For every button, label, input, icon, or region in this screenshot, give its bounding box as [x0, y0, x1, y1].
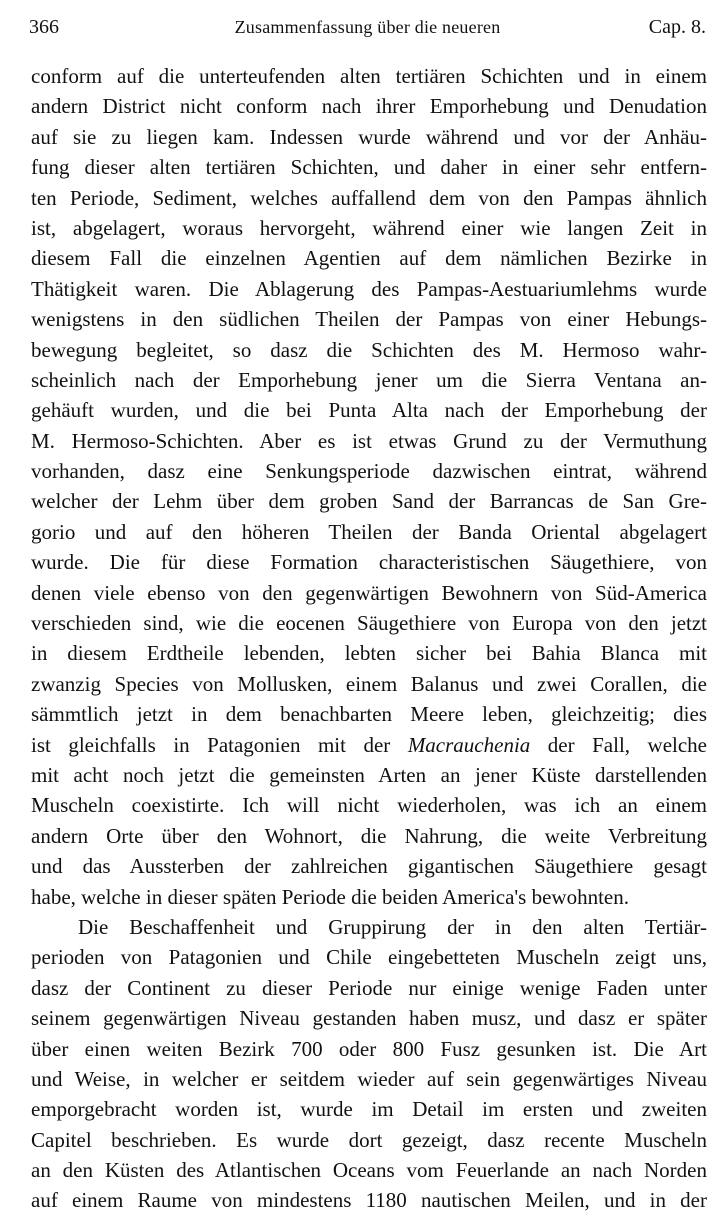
- text-line: scheinlich nach der Emporhebung jener um die Sierra Ventana an-: [31, 367, 707, 392]
- text-line: diesem Fall die einzelnen Agentien auf dem nämlichen Bezirke in: [31, 246, 707, 271]
- text-line: vorhanden, dasz eine Senkungsperiode dazwischen eintrat, während: [31, 459, 707, 484]
- text-line: wurde. Die für diese Formation characteristischen Säugethiere, von: [31, 550, 707, 575]
- text-line: sämmtlich jetzt in dem benachbarten Meere leben, gleichzeitig; dies: [31, 702, 707, 727]
- text-line: andern Orte über den Wohnort, die Nahrung, die weite Verbreitung: [31, 823, 707, 848]
- text-line: ist, abgelagert, woraus hervorgeht, während einer wie langen Zeit in: [31, 215, 707, 240]
- text-line: auf einem Raume von mindestens 1180 nautischen Meilen, und in der: [31, 1188, 707, 1213]
- text-line: an den Küsten des Atlantischen Oceans vom Feuerlande an nach Norden: [31, 1158, 707, 1183]
- text-segment: der Fall, welche: [547, 732, 707, 757]
- text-line: auf sie zu liegen kam. Indessen wurde während und vor der Anhäu-: [31, 124, 707, 149]
- text-line: dasz der Continent zu dieser Periode nur einige wenige Faden unter: [31, 975, 707, 1000]
- text-line: zwanzig Species von Mollusken, einem Balanus und zwei Corallen, die: [31, 671, 707, 696]
- text-line: conform auf die unterteufenden alten tertiären Schichten und in einem: [31, 64, 707, 88]
- text-line: fung dieser alten tertiären Schichten, und daher in einer sehr entfern-: [31, 155, 707, 180]
- text-line: ten Periode, Sediment, welches auffallend dem von den Pampas ähnlich: [31, 185, 707, 210]
- text-line: habe, welche in dieser späten Periode die beiden America's bewohnten.: [31, 884, 629, 909]
- text-line: gehäuft wurden, und die bei Punta Alta nach der Emporhebung der: [31, 398, 707, 423]
- text-line: über einen weiten Bezirk 700 oder 800 Fusz gesunken ist. Die Art: [31, 1036, 707, 1061]
- running-title: Zusammenfassung über die neueren: [234, 17, 501, 37]
- text-line: Muscheln coexistirte. Ich will nicht wiederholen, was ich an einem: [31, 793, 707, 818]
- text-line: und Weise, in welcher er seitdem wieder auf sein gegenwärtiges Niveau: [31, 1066, 707, 1091]
- page-number: 366: [29, 16, 59, 38]
- text-line: bewegung begleitet, so dasz die Schichten des M. Hermoso wahr-: [31, 337, 707, 362]
- text-line: seinem gegenwärtigen Niveau gestanden haben musz, und dasz er später: [31, 1006, 707, 1031]
- text-line: wenigstens in den südlichen Theilen der Pampas von einer Hebungs-: [31, 307, 707, 332]
- text-line: mit acht noch jetzt die gemeinsten Arten an jener Küste darstellenden: [31, 762, 707, 787]
- text-segment: ist gleichfalls in Patagonien mit der: [31, 732, 391, 757]
- running-header: [29, 14, 706, 40]
- text-line: andern District nicht conform nach ihrer Emporhebung und Denudation: [31, 94, 707, 119]
- chapter-label: Cap. 8.: [648, 16, 706, 38]
- text-line: verschieden sind, wie die eocenen Säugethiere von Europa von den jetzt: [31, 611, 707, 636]
- text-line: emporgebracht worden ist, wurde im Detail im ersten und zweiten: [31, 1097, 707, 1122]
- text-line: in diesem Erdtheile lebenden, lebten sicher bei Bahia Blanca mit: [31, 641, 707, 666]
- text-line: denen viele ebenso von den gegenwärtigen Bewohnern von Süd-America: [31, 580, 707, 605]
- text-line: welcher der Lehm über dem groben Sand der Barrancas de San Gre-: [31, 489, 707, 514]
- text-line: gorio und auf den höheren Theilen der Banda Oriental abgelagert: [31, 519, 707, 544]
- text-line: Thätigkeit waren. Die Ablagerung des Pampas-Aestuariumlehms wurde: [31, 276, 707, 301]
- text-line: und das Aussterben der zahlreichen gigantischen Säugethiere gesagt: [31, 854, 707, 879]
- text-line: perioden von Patagonien und Chile eingebetteten Muscheln zeigt uns,: [31, 945, 707, 970]
- text-line: Capitel beschrieben. Es wurde dort gezeigt, dasz recente Muscheln: [31, 1127, 707, 1152]
- paragraph-first-line: Die Beschaffenheit und Gruppirung der in den alten Tertiär-: [78, 914, 707, 939]
- body-text: [31, 61, 707, 1216]
- italic-term: Macrauchenia: [407, 732, 531, 757]
- text-line: M. Hermoso-Schichten. Aber es ist etwas Grund zu der Vermuthung: [31, 428, 707, 453]
- text-line-with-italic: [31, 730, 707, 760]
